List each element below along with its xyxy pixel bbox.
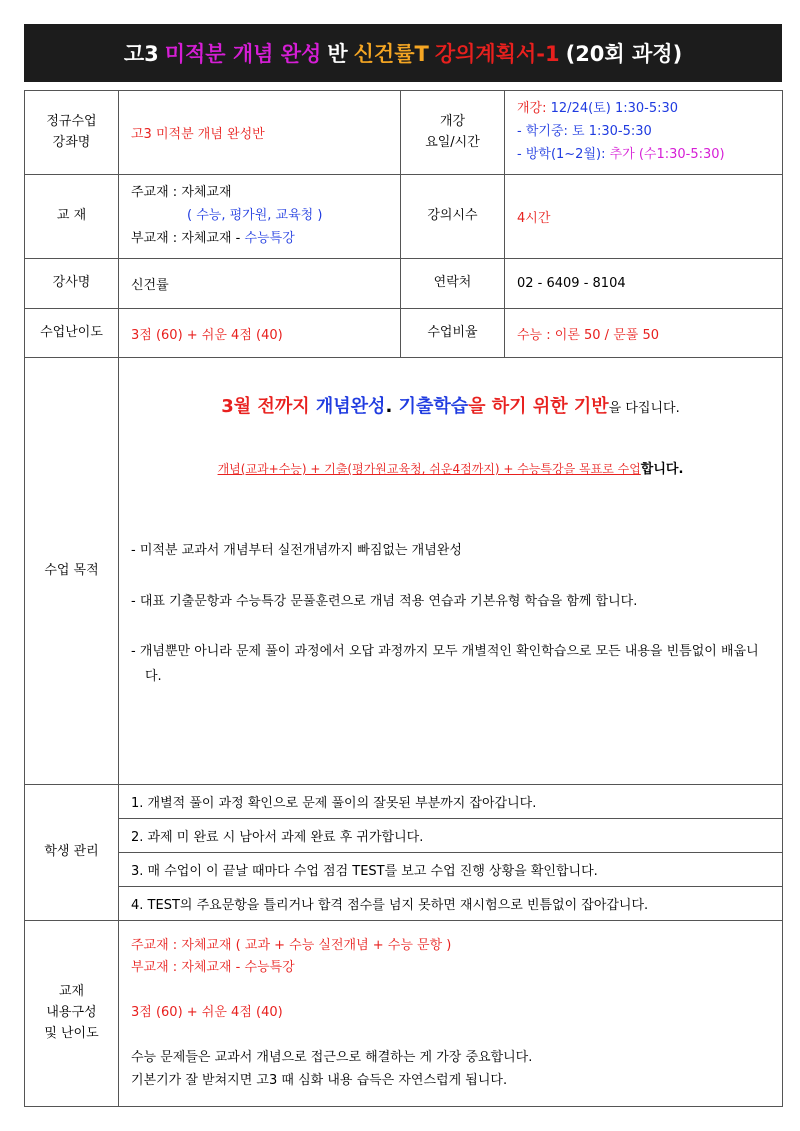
purpose-head-part-2: 개념완성 xyxy=(315,396,386,417)
purpose-head-part-7: 을 다집니다. xyxy=(608,401,680,416)
content-label xyxy=(25,921,119,1107)
schedule-vacation-extra: 추가 (수1:30-5:30) xyxy=(609,146,725,162)
textbook-sub-label: 부교재 : 자체교재 - xyxy=(131,230,245,246)
management-content xyxy=(119,785,783,921)
textbook-sub xyxy=(131,228,388,251)
banner-doc-title: 강의계획서-1 xyxy=(434,42,560,66)
purpose-bullet: - 대표 기출문항과 수능특강 문풀훈련으로 개념 적용 연습과 기본유형 학습을 함께 합니다. xyxy=(131,593,638,609)
schedule-open-label: 개강: xyxy=(517,101,551,117)
difficulty-value: 3점 (60) + 쉬운 4점 (40) xyxy=(119,309,401,358)
content-value xyxy=(119,921,783,1107)
content-note-2: 기본기가 잘 받쳐지면 고3 때 심화 내용 습득은 자연스럽게 됩니다. xyxy=(131,1072,508,1088)
textbook-main-sources: ( 수능, 평가원, 교육청 ) xyxy=(187,208,323,224)
purpose-head-part-4: 기출학습 xyxy=(398,396,469,417)
schedule-open-date: 12/24(토) 1:30-5:30 xyxy=(550,101,679,117)
purpose-head-part-1: 3월 전까지 xyxy=(221,396,316,417)
schedule-value xyxy=(505,91,783,175)
management-item: 2. 과제 미 완료 시 남아서 과제 완료 후 귀가합니다. xyxy=(119,819,782,853)
schedule-label xyxy=(401,91,505,175)
ratio-label: 수업비율 xyxy=(401,309,505,358)
management-item: 1. 개별적 풀이 과정 확인으로 문제 풀이의 잘못된 부분까지 잡아갑니다. xyxy=(119,785,782,819)
content-label-line2: 내용구성 xyxy=(46,1005,97,1021)
content-difficulty: 3점 (60) + 쉬운 4점 (40) xyxy=(131,1005,283,1021)
contact-label: 연락처 xyxy=(401,259,505,309)
content-row xyxy=(25,921,783,1107)
purpose-content xyxy=(119,358,783,785)
purpose-head-part-3: . xyxy=(385,396,399,417)
content-sub-book: 부교재 : 자체교재 - 수능특강 xyxy=(131,960,295,976)
banner-teacher: 신건률T xyxy=(353,42,429,66)
purpose-bullets xyxy=(131,539,770,690)
management-item: 3. 매 수업이 이 끝날 때마다 수업 점검 TEST를 보고 수업 진행 상황을 확인합니다. xyxy=(119,853,782,887)
purpose-subline xyxy=(131,458,770,477)
banner-class: 반 xyxy=(327,42,348,66)
schedule-label-line1: 개강 xyxy=(439,113,466,129)
purpose-sub-underlined: 개념(교과+수능) + 기출(평가원교육청, 쉬운4점까지) + 수능특강을 목표로 수업 xyxy=(217,462,641,476)
textbook-sub-book: 수능특강 xyxy=(244,230,295,246)
difficulty-label: 수업난이도 xyxy=(25,309,119,358)
management-item: 4. TEST의 주요문항을 틀리거나 합격 점수를 넘지 못하면 재시험으로 빈틈없이 잡아갑니다. xyxy=(131,898,649,913)
syllabus-table xyxy=(24,90,783,1107)
content-label-line3: 및 난이도 xyxy=(44,1025,99,1041)
purpose-bullet: - 미적분 교과서 개념부터 실전개념까지 빠짐없는 개념완성 xyxy=(131,543,462,558)
management-row xyxy=(25,785,783,921)
schedule-line-3 xyxy=(517,144,770,167)
course-label-line2: 강좌명 xyxy=(52,134,91,150)
purpose-headline xyxy=(131,392,770,418)
textbook-label: 교 재 xyxy=(25,175,119,259)
course-value: 고3 미적분 개념 완성반 xyxy=(119,91,401,175)
banner-sessions: (20회 과정) xyxy=(565,42,683,66)
purpose-head-part-5: 을 xyxy=(468,396,492,417)
banner-subject: 미적분 개념 완성 xyxy=(164,42,322,66)
management-list xyxy=(119,785,782,920)
title-banner xyxy=(24,24,782,82)
contact-value: 02 - 6409 - 8104 xyxy=(505,259,783,309)
purpose-row xyxy=(25,358,783,785)
teacher-label: 강사명 xyxy=(25,259,119,309)
course-label-line1: 정규수업 xyxy=(46,113,97,129)
schedule-line-2: - 학기중: 토 1:30-5:30 xyxy=(517,124,652,140)
hours-label: 강의시수 xyxy=(401,175,505,259)
textbook-value xyxy=(119,175,401,259)
content-label-line1: 교재 xyxy=(58,984,85,1000)
textbook-main: 주교재 : 자체교재 xyxy=(131,185,232,201)
banner-grade: 고3 xyxy=(123,42,159,66)
difficulty-row xyxy=(25,309,783,358)
schedule-vacation-label: - 방학(1~2월): xyxy=(517,146,610,162)
teacher-value: 신건률 xyxy=(119,259,401,309)
content-note-1: 수능 문제들은 교과서 개념으로 접근으로 해결하는 게 가장 중요합니다. xyxy=(131,1049,533,1065)
purpose-sub-tail: 합니다. xyxy=(640,462,684,477)
ratio-value: 수능 : 이론 50 / 문풀 50 xyxy=(505,309,783,358)
schedule-line-1 xyxy=(517,98,770,121)
schedule-label-line2: 요일/시간 xyxy=(425,134,480,150)
purpose-label: 수업 목적 xyxy=(25,358,119,785)
purpose-head-part-6: 하기 위한 기반 xyxy=(491,396,609,417)
hours-value: 4시간 xyxy=(505,175,783,259)
management-label: 학생 관리 xyxy=(25,785,119,921)
course-row xyxy=(25,91,783,175)
teacher-row xyxy=(25,259,783,309)
textbook-row xyxy=(25,175,783,259)
purpose-bullet: - 개념뿐만 아니라 문제 풀이 과정에서 오답 과정까지 모두 개별적인 확인학습으로 모든 내용을 빈틈없이 배웁니다. xyxy=(131,644,759,685)
course-label xyxy=(25,91,119,175)
content-main-book: 주교재 : 자체교재 ( 교과 + 수능 실전개념 + 수능 문항 ) xyxy=(131,937,452,953)
